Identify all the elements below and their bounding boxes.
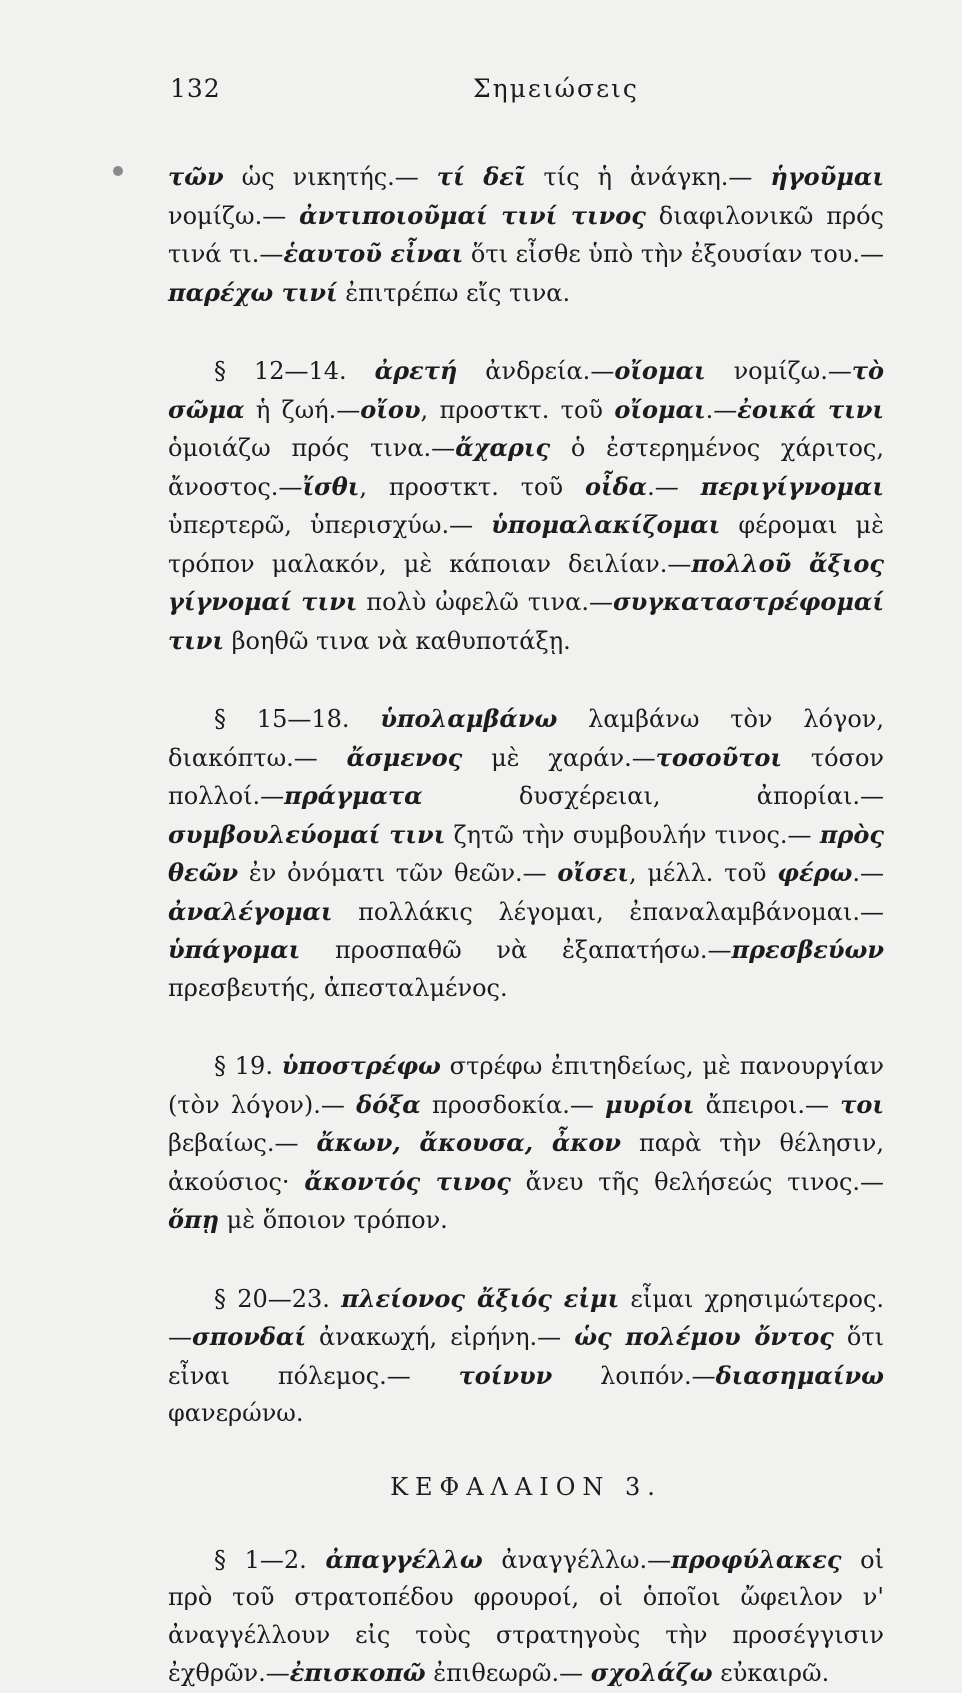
glossary-term: δόξα xyxy=(356,1089,421,1119)
glossary-term: ἄσμενος xyxy=(346,742,463,772)
glossary-term: οἴομαι xyxy=(614,356,706,385)
gloss-text: μὲ ὅποιον τρόπον. xyxy=(219,1206,448,1234)
glossary-term: ἄχαρις xyxy=(455,433,551,462)
glossary-term: οἶδα xyxy=(584,471,648,501)
glossary-term: ἑαυτοῦ εἶναι xyxy=(283,239,464,268)
glossary-term: σχολάζω xyxy=(590,1658,713,1687)
gloss-text: ἄνευ τῆς θελήσεώς τινος.— xyxy=(510,1167,885,1196)
running-head xyxy=(168,70,884,110)
chapter-heading: ΚΕΦΑΛΑΙΟΝ 3. xyxy=(390,1472,662,1501)
glossary-term: μυρίοι xyxy=(605,1089,695,1119)
glossary-term: τοι xyxy=(840,1089,884,1119)
glossary-term: πρεσβεύων xyxy=(731,935,884,964)
glossary-term: προφύλακες xyxy=(671,1544,842,1574)
glossary-term: ἴσθι xyxy=(302,471,360,501)
gloss-text: νομίζω.— xyxy=(705,357,852,385)
glossary-term: πολλοῦ ἄξιος γίγνομαί τινι xyxy=(168,548,884,616)
note-paragraph xyxy=(168,158,884,312)
glossary-term: ἀντιποιοῦμαί τινί τινος xyxy=(299,200,646,230)
gloss-text: ἀναγγέλλω.— xyxy=(482,1545,672,1574)
glossary-term: ἐοικά τινι xyxy=(737,394,884,424)
glossary-term: συμβουλεύομαί τινι xyxy=(168,819,446,849)
glossary-term: πλείονος ἄξιός εἰμι xyxy=(341,1283,620,1313)
glossary-term: διασημαίνω xyxy=(715,1360,885,1390)
glossary-term: ὡς πολέμου ὄντος xyxy=(574,1322,834,1351)
header-title: Σημειώσεις xyxy=(473,74,639,103)
gloss-text: εἶμαι χρησιμώτερος.— xyxy=(168,1284,885,1351)
gloss-text: .— xyxy=(852,859,884,887)
gloss-text: προσδοκία.— xyxy=(420,1090,605,1119)
glossary-term: ὑπομαλακίζομαι xyxy=(491,510,721,539)
gloss-text: νομίζω.— xyxy=(168,201,300,230)
glossary-term: τῶν xyxy=(168,162,224,191)
gloss-text: .— xyxy=(705,395,738,424)
glossary-term: οἴομαι xyxy=(614,394,706,424)
glossary-term: τὸ σῶμα xyxy=(168,356,884,424)
note-paragraph xyxy=(168,1047,884,1240)
gloss-text: στρέφω ἐπιτηδείως, μὲ πανουργίαν (τὸν λόγον).— xyxy=(168,1052,884,1119)
glossary-term: ἄκοντός τινος xyxy=(304,1166,511,1196)
glossary-term: ἀπαγγέλλω xyxy=(325,1544,483,1574)
glossary-term: παρέχω τινί xyxy=(168,277,338,307)
glossary-term: συγκαταστρέφομαί τινι xyxy=(168,587,884,655)
gloss-text: ὡς νικητής.— xyxy=(223,163,437,191)
glossary-term: ἀναλέγομαι xyxy=(168,896,333,926)
gloss-text: ὁμοιάζω πρός τινα.— xyxy=(168,434,456,462)
gloss-text: τίς ἡ ἀνάγκη.— xyxy=(525,163,771,191)
chapter-body xyxy=(168,1541,884,1693)
note-paragraph xyxy=(168,1280,884,1433)
glossary-term: φέρω xyxy=(777,858,853,887)
gloss-text: λαμβάνω τὸν λόγον, διακόπτω.— xyxy=(168,705,884,772)
gloss-text: τόσον πολλοί.— xyxy=(168,743,884,810)
gloss-text: ὅτι εἶναι πόλεμος.— xyxy=(168,1323,884,1390)
gloss-text: πολὺ ὠφελῶ τινα.— xyxy=(357,588,613,616)
gloss-text: βεβαίως.— xyxy=(168,1129,317,1157)
glossary-term: περιγίγνομαι xyxy=(700,471,884,501)
note-paragraph xyxy=(168,352,884,660)
glossary-term: ὑπολαμβάνω xyxy=(380,704,558,733)
glossary-term: ἐπισκοπῶ xyxy=(289,1658,426,1687)
notes-body xyxy=(168,158,884,1433)
glossary-term: οἴου xyxy=(360,394,421,424)
gloss-text: , μέλλ. τοῦ xyxy=(628,859,778,887)
glossary-term: ἄκων, ἄκουσα, ἆκον xyxy=(316,1128,621,1157)
gloss-text: § 19. xyxy=(214,1052,282,1080)
glossary-term: πρὸς θεῶν xyxy=(168,819,884,887)
gloss-text: ἀνακωχή, εἰρήνη.— xyxy=(306,1323,575,1351)
glossary-term: σπονδαί xyxy=(192,1322,307,1351)
gloss-text: ἐπιθεωρῶ.— xyxy=(425,1659,591,1687)
glossary-term: ὑποστρέφω xyxy=(281,1051,441,1080)
margin-dot xyxy=(113,166,123,176)
page-number: 132 xyxy=(170,74,221,103)
glossary-term: πράγματα xyxy=(284,781,423,810)
gloss-text: , προστκτ. τοῦ xyxy=(359,472,585,501)
gloss-text: ἄπειροι.— xyxy=(694,1090,841,1119)
gloss-text: πρεσβευτής, ἀπεσταλμένος. xyxy=(168,973,508,1002)
gloss-text: , προστκτ. τοῦ xyxy=(420,395,615,424)
gloss-text: εὐκαιρῶ. xyxy=(712,1659,830,1687)
gloss-text: προσπαθῶ νὰ ἐξαπατήσω.— xyxy=(300,936,732,964)
glossary-term: ἡγοῦμαι xyxy=(770,162,884,191)
gloss-text: ὑπερτερῶ, ὑπερισχύω.— xyxy=(168,511,492,539)
gloss-text: § 20—23. xyxy=(214,1284,342,1313)
gloss-text: ὅτι εἶσθε ὑπὸ τὴν ἐξουσίαν του.— xyxy=(463,240,884,268)
glossary-term: οἴσει xyxy=(557,858,629,887)
glossary-term: ὑπάγομαι xyxy=(168,935,301,964)
gloss-text: μὲ χαράν.— xyxy=(462,743,656,772)
gloss-text: ἀνδρεία.— xyxy=(457,357,615,385)
glossary-term: ἀρετή xyxy=(374,356,458,385)
glossary-term: τοίνυν xyxy=(458,1360,553,1390)
gloss-text: πολλάκις λέγομαι, ἐπαναλαμβάνομαι.— xyxy=(332,897,884,926)
gloss-text: § 1—2. xyxy=(214,1545,326,1574)
gloss-text: .— xyxy=(647,472,701,501)
gloss-text: φανερώνω. xyxy=(168,1399,304,1427)
gloss-text: δυσχέρειαι, ἀπορίαι.— xyxy=(422,782,884,810)
gloss-text: ἐπιτρέπω εἴς τινα. xyxy=(337,278,571,307)
gloss-text: § 15—18. xyxy=(214,705,381,733)
gloss-text: λοιπόν.— xyxy=(552,1361,716,1390)
note-paragraph xyxy=(168,700,884,1007)
gloss-text: φέρομαι μὲ τρόπον μαλακόν, μὲ κάποιαν δειλίαν.— xyxy=(168,511,884,578)
gloss-text: § 12—14. xyxy=(214,357,375,385)
gloss-text: ἐν ὀνόματι τῶν θεῶν.— xyxy=(238,859,558,887)
gloss-text: ζητῶ τὴν συμβουλήν τινος.— xyxy=(445,820,820,849)
glossary-term: τί δεῖ xyxy=(436,162,526,191)
note-paragraph xyxy=(168,1541,884,1693)
gloss-text: ὁ ἐστερημένος χάριτος, ἄνοστος.— xyxy=(168,434,884,501)
glossary-term: τοσοῦτοι xyxy=(655,742,782,772)
gloss-text: διαφιλονικῶ πρός τινά τι.— xyxy=(168,201,884,268)
gloss-text: ἡ ζωή.— xyxy=(244,395,361,424)
gloss-text: παρὰ τὴν θέλησιν, ἀκούσιος· xyxy=(168,1129,885,1196)
glossary-term: ὅπῃ xyxy=(168,1205,220,1234)
gloss-text: οἱ πρὸ τοῦ στρατοπέδου φρουροί, οἱ ὁποῖοι ὤφειλον ν' ἀναγγέλλουν εἰς τοὺς στρατηγοὺς τὴν προσέγγισιν ἐχθρῶν.— xyxy=(168,1545,884,1687)
gloss-text: βοηθῶ τινα νὰ καθυποτάξῃ. xyxy=(224,626,571,655)
